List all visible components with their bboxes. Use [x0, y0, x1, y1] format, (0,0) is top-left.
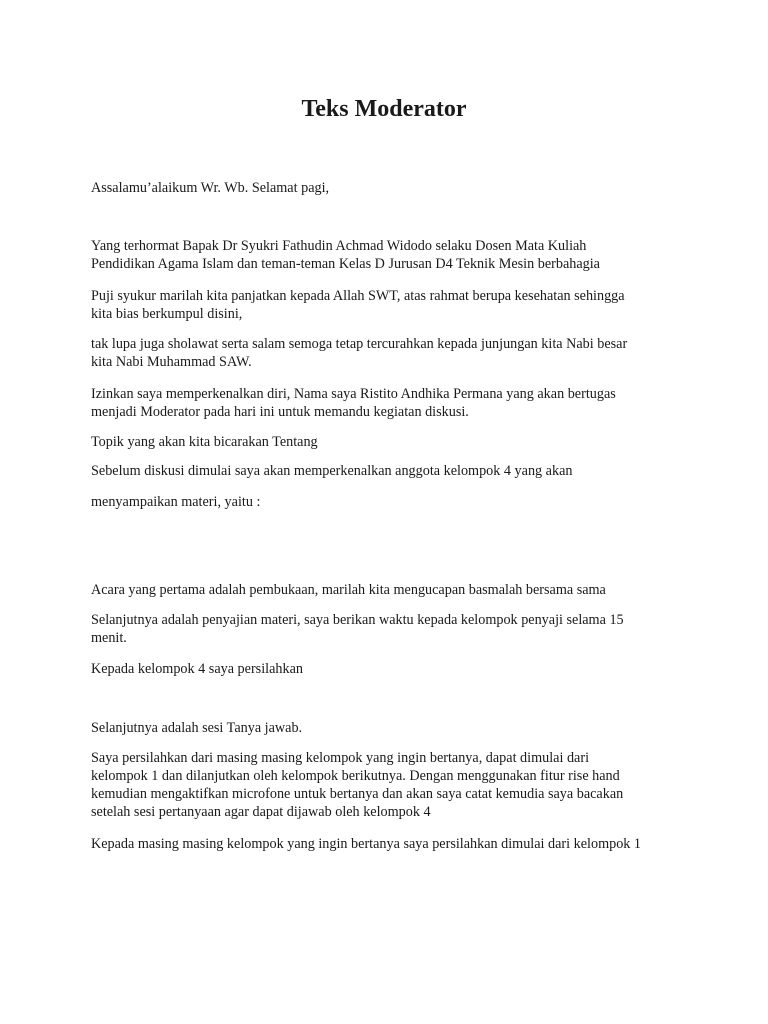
paragraph-introduction: Izinkan saya memperkenalkan diri, Nama saya Ristito Andhika Permana yang akan bertugas menjadi Moderator pada hari ini untuk memandu kegiatan diskusi. — [91, 386, 616, 420]
paragraph-salutation: Yang terhormat Bapak Dr Syukri Fathudin Achmad Widodo selaku Dosen Mata Kuliah Pendidikan Agama Islam dan teman-teman Kelas D Jurusan D4 Teknik Mesin berbahagia — [91, 238, 600, 272]
paragraph-qa-session: Selanjutnya adalah sesi Tanya jawab. — [91, 720, 303, 736]
paragraph-greeting: Assalamu’alaikum Wr. Wb. Selamat pagi, — [91, 180, 330, 196]
paragraph-members-intro: Sebelum diskusi dimulai saya akan memperkenalkan anggota kelompok 4 yang akan — [91, 463, 573, 479]
paragraph-qa-invite: Kepada masing masing kelompok yang ingin bertanya saya persilahkan dimulai dari kelompok 1 — [91, 836, 642, 852]
paragraph-sholawat: tak lupa juga sholawat serta salam semoga tetap tercurahkan kepada junjungan kita Nabi besar kita Nabi Muhammad SAW. — [91, 336, 628, 370]
paragraph-gratitude: Puji syukur marilah kita panjatkan kepada Allah SWT, atas rahmat berupa kesehatan sehingga kita bias berkumpul disini, — [91, 288, 625, 322]
paragraph-topic: Topik yang akan kita bicarakan Tentang — [91, 434, 318, 450]
paragraph-presentation: Selanjutnya adalah penyajian materi, saya berikan waktu kepada kelompok penyaji selama 15 menit. — [91, 612, 624, 646]
paragraph-invite-group: Kepada kelompok 4 saya persilahkan — [91, 661, 303, 677]
document-title: Teks Moderator — [301, 96, 467, 122]
paragraph-members-list: menyampaikan materi, yaitu : — [91, 494, 261, 510]
paragraph-qa-instructions: Saya persilahkan dari masing masing kelompok yang ingin bertanya, dapat dimulai dari kelompok 1 dan dilanjutkan oleh kelompok berikutnya. Dengan menggunakan fitur rise hand kemudian mengaktifkan microfone untuk bertanya dan akan saya catat kemudia saya bacakan setelah sesi pertanyaan agar dapat dijawab oleh kelompok 4 — [91, 750, 624, 820]
paragraph-opening: Acara yang pertama adalah pembukaan, marilah kita mengucapan basmalah bersama sama — [91, 582, 606, 598]
